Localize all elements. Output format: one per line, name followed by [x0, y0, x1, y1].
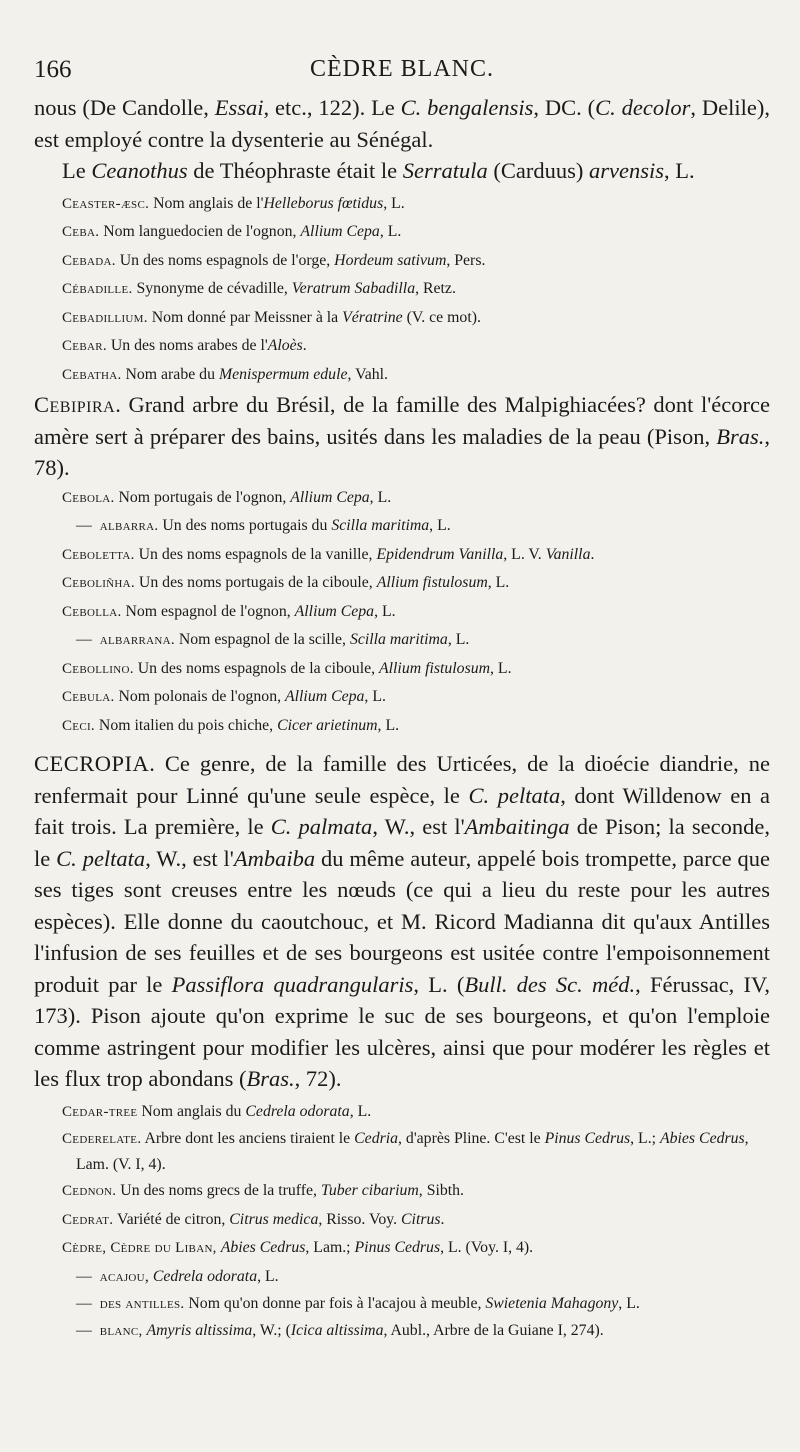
paragraph-ceanothus: Le Ceanothus de Théophraste était le Serratula (Carduus) arvensis, L.	[62, 158, 695, 183]
dictionary-entry: Cebatha. Nom arabe du Menispermum edule, Vahl.	[62, 365, 389, 383]
dictionary-entry: Cebolla. Nom espagnol de l'ognon, Allium Cepa, L.	[62, 602, 396, 620]
dictionary-entry: Cébadille. Synonyme de cévadille, Veratrum Sabadilla, Retz.	[62, 280, 456, 297]
dictionary-entry: Cebola. Nom portugais de l'ognon, Allium Cepa, L.	[62, 488, 392, 506]
paragraph-cecropia: CECROPIA. Ce genre, de la famille des Urticées, de la dioécie diandrie, ne renfermait pour Linné qu'une seule espèce, le C. peltata, dont Willdenow en a fait trois. La première, le C. palmata, W., est l'Ambaitinga de Pison; la seconde, le C. peltata, W., est l'Ambaiba du même auteur, appelé bois trompette, parce que ses tiges sont creuses entre les nœuds (ce qui a lieu du reste pour les autres espèces). Elle donne du caoutchouc, et M. Ricord Madianna dit qu'aux Antilles l'infusion de ses feuilles et de ses bourgeons est usitée contre l'empoisonnement produit par le Passiflora quadrangularis, L. (Bull. des Sc. méd., Férussac, IV, 173). Pison ajoute qu'on exprime le suc de ses bourgeons, et qu'on l'emploie comme astringent pour modifier les ulcères, ainsi que pour modérer les règles et les flux trop abondans (Bras., 72).	[34, 751, 770, 1091]
dictionary-subentry: — albarrana. Nom espagnol de la scille, Scilla maritima, L.	[76, 631, 470, 648]
dictionary-entry: Ceboliñha. Un des noms portugais de la ciboule, Allium fistulosum, L.	[62, 574, 510, 591]
running-title: CÈDRE BLANC.	[309, 56, 494, 82]
dictionary-entry: Ceaster-æsc. Nom anglais de l'Helleborus fœtidus, L.	[62, 194, 405, 212]
dictionary-subentry: — des antilles. Nom qu'on donne par fois à l'acajou à meuble, Swietenia Mahagony, L.	[76, 1295, 640, 1312]
dictionary-entry: Cednon. Un des noms grecs de la truffe, Tuber cibarium, Sibth.	[62, 1182, 465, 1199]
paragraph-cebipira: Cebipira. Grand arbre du Brésil, de la famille des Malpighiacées? dont l'écorce amère sert à préparer des bains, usités dans les maladies de la peau (Pison, Bras., 78).	[34, 392, 770, 480]
dictionary-entry: Cèdre, Cèdre du Liban, Abies Cedrus, Lam.; Pinus Cedrus, L. (Voy. I, 4).	[62, 1239, 534, 1256]
dictionary-entry: Cebula. Nom polonais de l'ognon, Allium Cepa, L.	[62, 688, 386, 705]
dictionary-entry: Ceci. Nom italien du pois chiche, Cicer arietinum, L.	[62, 716, 400, 734]
dictionary-subentry: — blanc, Amyris altissima, W.; (Icica altissima, Aubl., Arbre de la Guiane I, 274).	[76, 1322, 604, 1339]
dictionary-entry: Ceba. Nom languedocien de l'ognon, Allium Cepa, L.	[62, 223, 402, 240]
dictionary-entry: Cederelate. Arbre dont les anciens tiraient le Cedria, d'après Pline. C'est le Pinus Cedrus, L.; Abies Cedrus, Lam. (V. I, 4).	[62, 1130, 749, 1173]
entry-list-1	[34, 190, 770, 390]
dictionary-entry: Cebadillium. Nom donné par Meissner à la Vératrine (V. ce mot).	[62, 308, 481, 326]
page-number: 166	[34, 56, 72, 83]
page-header	[34, 52, 770, 92]
dictionary-entry: Cebar. Un des noms arabes de l'Aloès.	[62, 337, 307, 354]
dictionary-entry: Cebollino. Un des noms espagnols de la ciboule, Allium fistulosum, L.	[62, 659, 512, 677]
dictionary-subentry: — albarra. Un des noms portugais du Scilla maritima, L.	[76, 517, 451, 534]
dictionary-entry: Ceboletta. Un des noms espagnols de la vanille, Epidendrum Vanilla, L. V. Vanilla.	[62, 545, 595, 563]
dictionary-entry: Cedar-tree Nom anglais du Cedrela odorata, L.	[62, 1102, 372, 1120]
paragraph-cebipira-context: nous (De Candolle, Essai, etc., 122). Le C. bengalensis, DC. (C. decolor, Delile), est employé contre la dysenterie au Sénégal.	[34, 95, 771, 152]
entry-list-3	[34, 1098, 770, 1346]
dictionary-subentry: — acajou, Cedrela odorata, L.	[76, 1267, 279, 1285]
entry-list-2	[34, 484, 770, 741]
dictionary-entry: Cebada. Un des noms espagnols de l'orge, Hordeum sativum, Pers.	[62, 251, 486, 269]
dictionary-entry: Cedrat. Variété de citron, Citrus medica, Risso. Voy. Citrus.	[62, 1210, 445, 1228]
